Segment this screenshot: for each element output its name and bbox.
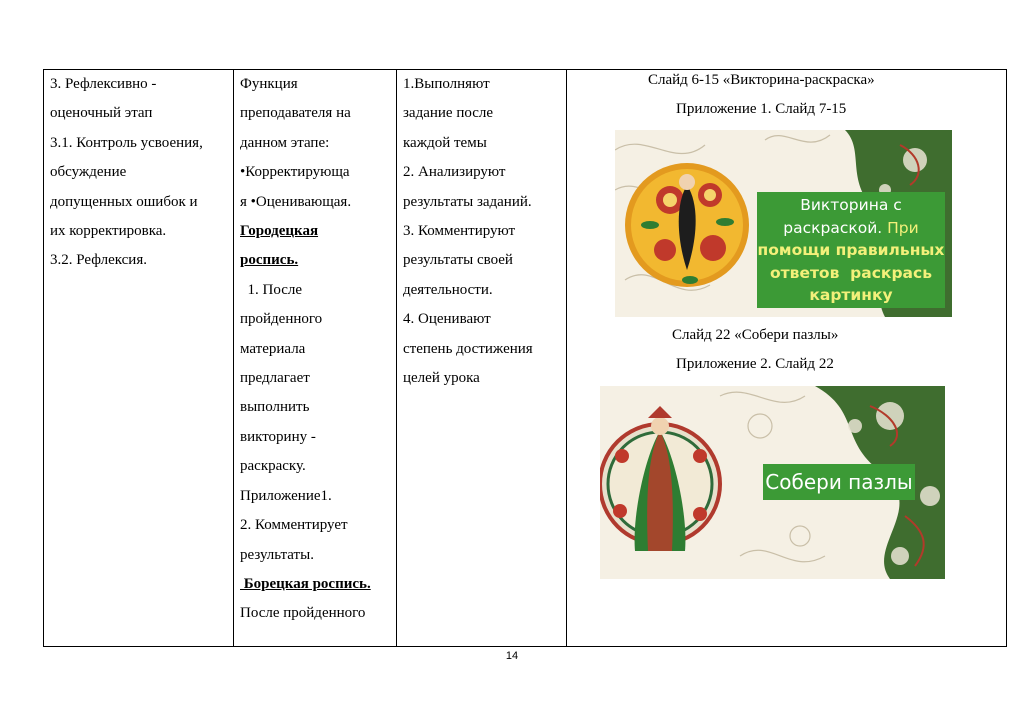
banner-highlight: ответов раскрась [770, 263, 932, 282]
column-divider [396, 70, 397, 646]
boretsk-heading: Борецкая роспись. [240, 575, 371, 592]
stage-line: оценочный этап [50, 105, 153, 122]
teacher-line: материала [240, 340, 306, 357]
banner-line: Викторина с [800, 196, 902, 214]
slide-caption: Слайд 6-15 «Викторина-раскраска» [648, 72, 875, 88]
student-line: результаты заданий. [403, 193, 532, 210]
stage-line: обсуждение [50, 164, 127, 181]
student-line: 3. Комментируют [403, 223, 516, 240]
stage-line: их корректировка. [50, 223, 167, 240]
stage-line: 3. Рефлексивно - [50, 76, 157, 92]
column-divider [566, 70, 567, 646]
teacher-line: выполнить [240, 399, 310, 416]
stage-column [50, 70, 203, 276]
teacher-line: пройденного [240, 311, 323, 328]
puzzle-slide-image [600, 386, 945, 579]
teacher-line: После пройденного [240, 605, 366, 622]
student-line: каждой темы [403, 134, 487, 151]
student-line: деятельности. [403, 281, 493, 298]
page-number: 14 [505, 650, 519, 662]
student-column [403, 70, 533, 393]
quiz-banner [757, 192, 945, 308]
teacher-line: данном этапе: [240, 134, 330, 151]
teacher-line: раскраску. [240, 458, 306, 475]
slide-caption: Слайд 22 «Собери пазлы» [672, 327, 839, 343]
lesson-table [43, 69, 1007, 647]
teacher-line: я •Оценивающая. [240, 193, 352, 210]
stage-line: допущенных ошибок и [50, 193, 198, 210]
stage-line: 3.1. Контроль усвоения, [50, 134, 203, 151]
student-line: целей урока [403, 370, 480, 387]
student-line: степень достижения [403, 340, 533, 357]
banner-highlight: картинку [809, 286, 893, 304]
teacher-line: результаты. [240, 546, 314, 563]
student-line: задание после [403, 105, 494, 122]
teacher-line: Функция [240, 76, 298, 92]
gorodets-heading-cont: роспись. [240, 252, 299, 269]
banner-line: раскраской. [783, 218, 888, 237]
student-line: 2. Анализируют [403, 164, 506, 181]
teacher-line: 2. Комментирует [240, 517, 348, 534]
student-line: 4. Оценивают [403, 311, 491, 328]
appendix-caption: Приложение 2. Слайд 22 [676, 356, 834, 372]
column-divider [233, 70, 234, 646]
student-line: 1.Выполняют [403, 76, 490, 92]
teacher-line: предлагает [240, 370, 310, 387]
teacher-column [240, 70, 371, 629]
student-line: результаты своей [403, 252, 513, 269]
teacher-line: •Корректирующа [240, 164, 350, 181]
appendix-caption: Приложение 1. Слайд 7-15 [676, 101, 847, 117]
puzzle-banner: Собери пазлы [763, 464, 915, 500]
teacher-line: 1. После [240, 281, 303, 298]
banner-highlight: помощи правильных [757, 241, 945, 259]
teacher-line: Приложение1. [240, 487, 332, 504]
teacher-line: преподавателя на [240, 105, 351, 122]
stage-line: 3.2. Рефлексия. [50, 252, 147, 269]
banner-highlight: При [887, 218, 919, 237]
quiz-slide-image [615, 130, 952, 317]
teacher-line: викторину - [240, 428, 316, 445]
gorodets-heading: Городецкая [240, 223, 319, 240]
